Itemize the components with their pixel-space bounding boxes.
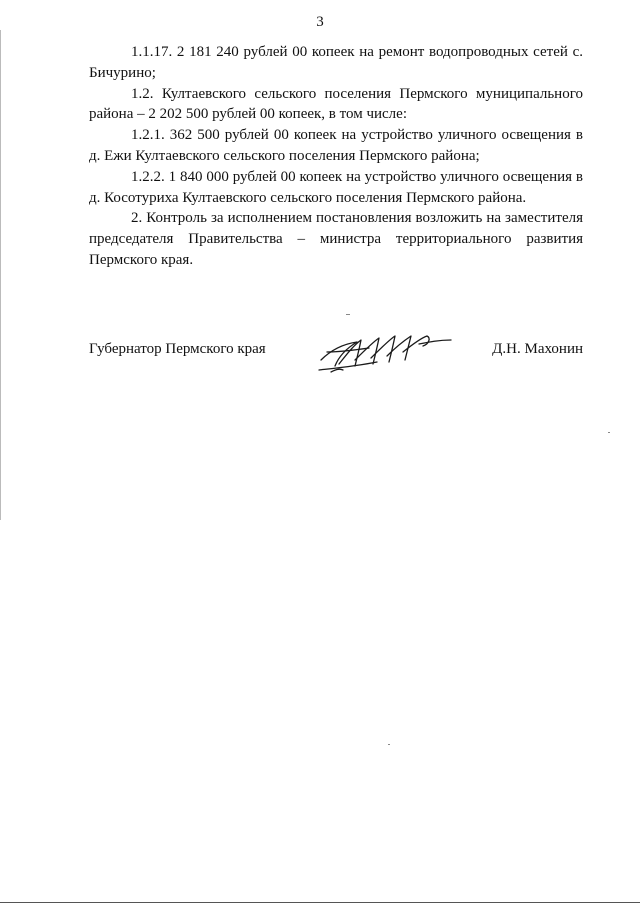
handwritten-signature	[317, 330, 457, 376]
paragraph-1-2-1: 1.2.1. 362 500 рублей 00 копеек на устройство уличного освещения в д. Ежи Култаевского сельского поселения Пермского района;	[89, 127, 583, 164]
paragraph-1-1-17: 1.1.17. 2 181 240 рублей 00 копеек на ремонт водопроводных сетей с. Бичурино;	[89, 44, 583, 81]
paragraph-1-2-2: 1.2.2. 1 840 000 рублей 00 копеек на устройство уличного освещения в д. Косотуриха Култаевского сельского поселения Пермского района.	[89, 168, 583, 206]
scan-speck	[346, 314, 350, 315]
paragraph-1-2: 1.2. Култаевского сельского поселения Пермского муниципального района – 2 202 500 рублей 00 копеек, в том числе:	[89, 85, 583, 123]
document-body	[89, 42, 583, 271]
signatory-name: Д.Н. Махонин	[492, 341, 583, 357]
scan-edge	[0, 30, 1, 520]
scan-speck	[388, 744, 390, 745]
paragraph-2: 2. Контроль за исполнением постановления возложить на заместителя председателя Правительства – министра территориального развития Пермского края.	[89, 210, 583, 268]
page-number: 3	[316, 14, 324, 30]
scan-bottom-edge	[0, 902, 640, 903]
scan-speck	[608, 432, 610, 433]
signatory-role: Губернатор Пермского края	[89, 341, 266, 357]
signature-block	[89, 340, 583, 380]
